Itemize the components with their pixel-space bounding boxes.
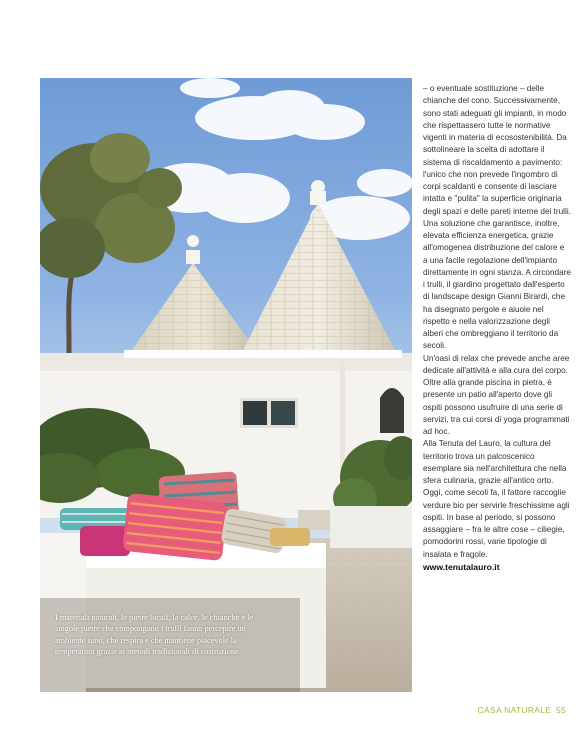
website-link[interactable]: www.tenutalauro.it [423, 561, 500, 572]
article-paragraph: – o eventuale sostituzione – delle chianche del cono. Successivamente, sono stati adeguati gli impianti, in modo che rispettassero tutte le normative vigenti in materia di ecosostenibilità. Da sottolineare la scelta di adottare il sistema di riscaldamento a pavimento: l'unico che non prevede l'ingombro di corpi scaldanti e consente di lasciare intatta e "pulita" la superficie originaria degli spazi e delle pareti interne dei trulli. Una soluzione che garantisce, inoltre, elevata efficienza energetica, grazie all'omogenea distribuzione del calore e a una facile regolazione dell'impianto direttamente in ogni stanza. A circondare i trulli, il giardino progettato dall'esperto di landscape design Gianni Birardi, che ha disegnato pergole e aiuole nel rispetto e nella valorizzazione degli alberi che ombreggiano il territorio da secoli. [423, 84, 571, 351]
page-footer [478, 705, 566, 715]
magazine-name: CASA NATURALE [477, 705, 552, 715]
article-paragraph: Un'oasi di relax che prevede anche aree dedicate all'attività e alla cura del corpo. Oltre alla grande piscina in pietra, è presente un patio all'aperto dove gli ospiti possono usufruire di una serie di servizi, tra cui corsi di yoga programmati ad hoc. [423, 353, 570, 436]
article-column [423, 83, 571, 573]
clouds [145, 78, 412, 240]
article-paragraph: Alla Tenuta del Lauro, la cultura del territorio trova un palcoscenico esemplare sia nell'architettura che nella sfera culinaria, grazie all'antico orto. Oggi, come secoli fa, il fattore raccoglie verdure bio per servirle freschissime agli ospiti. In base al periodo, si possono assaggiare – fra le altre cose – ciliegie, pomodorini rossi, varie tipologie di insalata e fragole. [423, 439, 570, 559]
page-number: 55 [555, 705, 566, 715]
trulli-illustration [40, 78, 412, 692]
trulli-photo [40, 78, 412, 692]
photo-caption: I materiali naturali, le pietre locali, la calce, le chianche e le singole pietre che compongono i trulli fanno percepire un ambiente sano, che respira e che mantiene piacevole la temperatura grazie ai metodi tradizionali di costruzione. [55, 613, 254, 657]
